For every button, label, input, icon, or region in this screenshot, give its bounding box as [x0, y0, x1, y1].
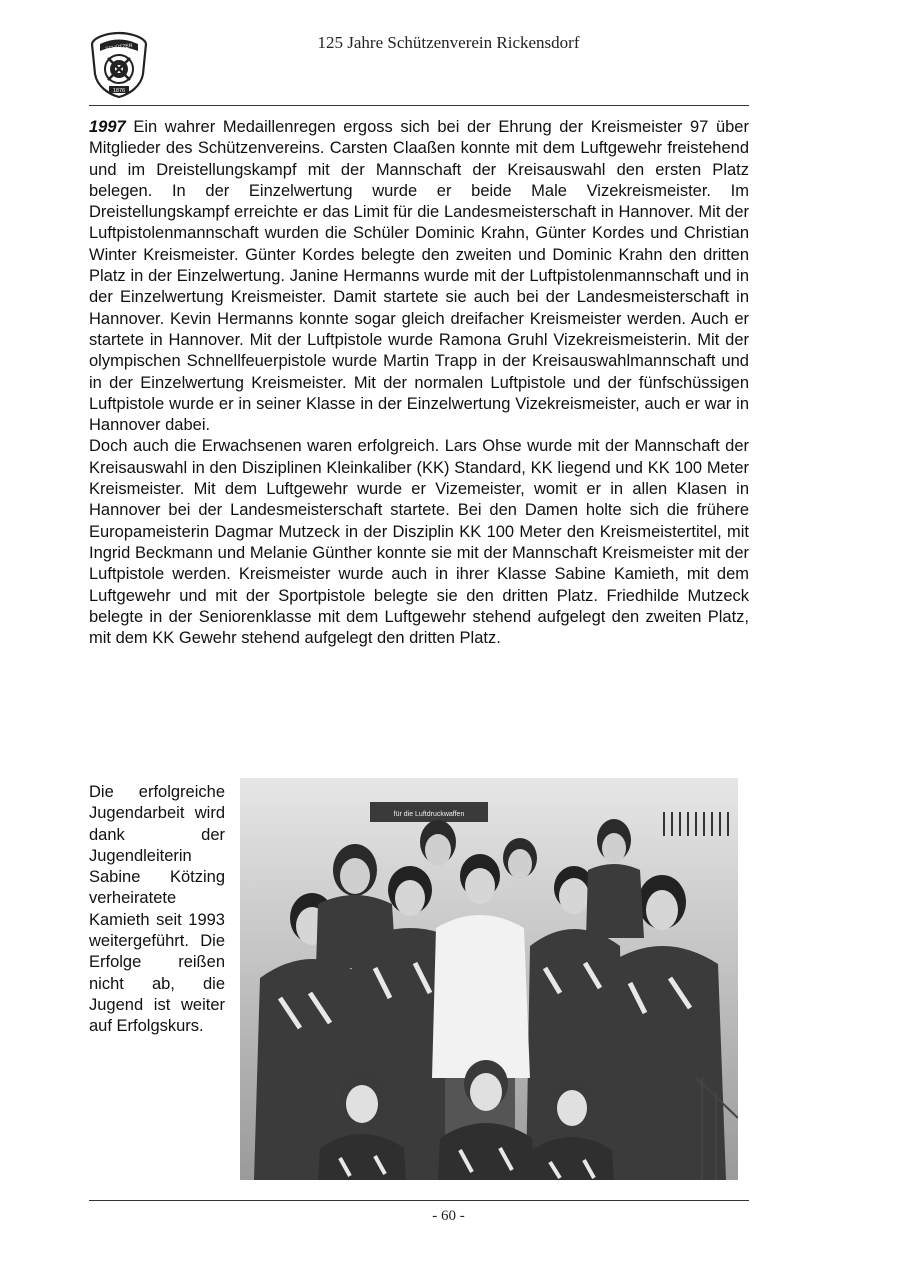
photo-plaque-text: für die Luftdruckwaffen [393, 811, 465, 818]
photo-caption: Die erfolgreiche Jugendarbeit wird dank der Jugendleiterin Sabine Kötzing verheiratete Kamieth seit 1993 weitergeführt. Die Erfolge reißen nicht ab, die Jugend ist weiter auf Erfolgskurs. [89, 783, 225, 1036]
article-paragraph-1-text: Ein wahrer Medaillenregen ergoss sich bei der Ehrung der Kreismeister 97 über Mitglieder des Schützenvereins. Carsten Claaßen konnte mit dem Luftgewehr freistehend und im Dreistellungskampf mit der Mannschaft der Kreisauswahl den ersten Platz belegen. In der Einzelwertung wurde er beide Male Vizekreismeister. Im Dreistellungskampf erreichte er das Limit für die Landesmeisterschaft in Hannover. Mit der Luftpistolenmannschaft wurden die Schüler Dominic Krahn, Günter Kordes und Christian Winter Kreismeister. Günter Kordes belegte den zweiten und Dominic Krahn den dritten Platz in der Einzelwertung. Janine Hermanns wurde mit der Luftpistolenmannschaft und in der Einzelwertung Kreismeister. Damit startete sie auch bei der Landesmeisterschaft in Hannover. Kevin Hermanns konnte sogar gleich dreifacher Kreismeister werden. Auch er startete in Hannover. Mit der Luftpistole wurde Ramona Gruhl Vizekreismeisterin. Mit der olympischen Schnellfeuerpistole wurde Martin Trapp in der Kreisauswahlmannschaft und in der Einzelwertung Kreismeister. Mit der normalen Luftpistole und der fünfschüssigen Luftpistole wurde er in seiner Klasse in der Einzelwertung Vizekreismeister, auch er war in Hannover dabei. [89, 118, 749, 435]
article-body [89, 117, 749, 649]
svg-text:SCHÜTZEN: SCHÜTZEN [105, 42, 133, 53]
group-photo [240, 778, 738, 1180]
page-number: - 60 - [432, 1208, 465, 1224]
article-paragraph-2: Doch auch die Erwachsenen waren erfolgreich. Lars Ohse wurde mit der Mannschaft der Kreisauswahl in den Disziplinen Kleinkaliber (KK) Standard, KK liegend und KK 100 Meter Kreismeister. Mit dem Luftgewehr wurde er Vizemeister, womit er in allen Klasen in Hannover bei der Landesmeisterschaft startete. Bei den Damen holte sich die frühere Europameisterin Dagmar Mutzeck in der Disziplin KK 100 Meter den Kreismeistertitel, mit Ingrid Beckmann und Melanie Günther konnte sie mit der Mannschaft Kreismeister mit der Luftpistole werden. Kreismeister wurde auch in ihrer Klasse Sabine Kamieth, mit dem Luftgewehr und mit der Sportpistole belegte sie den dritten Platz. Friedhilde Mutzeck belegte in der Seniorenklasse mit dem Luftgewehr stehend aufgelegt den zweiten Platz, mit dem KK Gewehr stehend aufgelegt den dritten Platz. [89, 437, 749, 648]
article-paragraph-1 [89, 117, 749, 436]
article-year: 1997 [89, 118, 126, 136]
logo-year: 1876 [112, 88, 126, 94]
page-header-title: 125 Jahre Schützenverein Rickensdorf [317, 33, 580, 52]
footer-divider [89, 1200, 749, 1201]
header-divider [89, 105, 749, 106]
